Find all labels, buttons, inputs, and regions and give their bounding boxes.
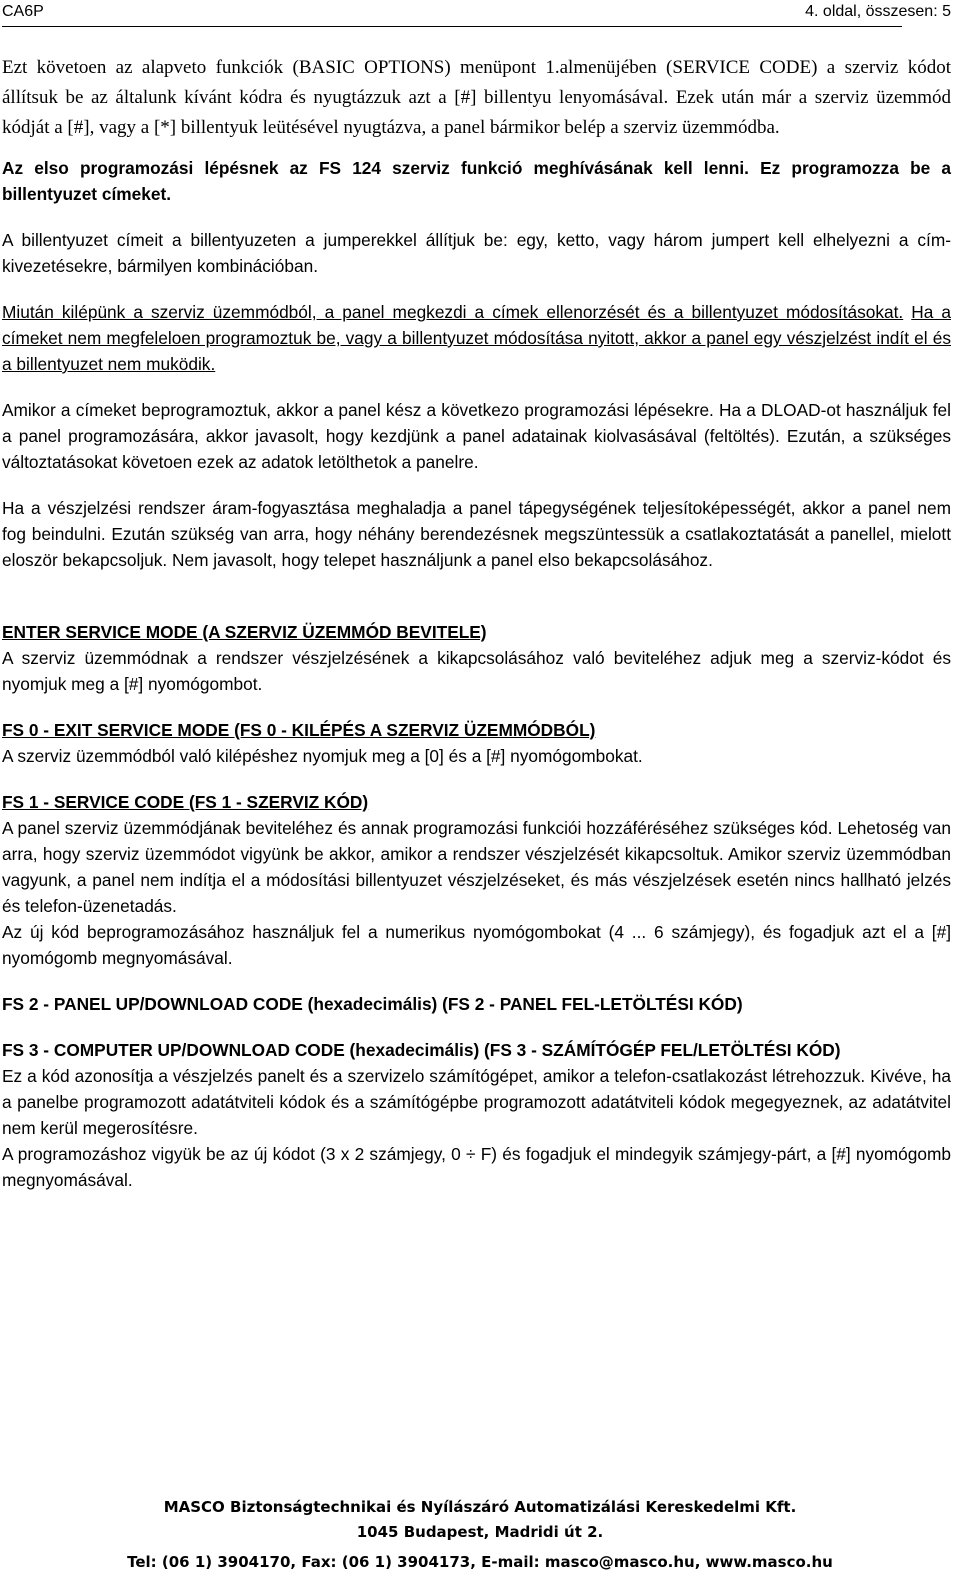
header-doc-code: CA6P	[2, 3, 44, 20]
addresses-paragraph: A billentyuzet címeit a billentyuzeten a jumperekkel állítjuk be: egy, ketto, vagy három jumpert kell elhelyezni a cím-kivezetésekre, bármilyen kombinációban.	[2, 230, 951, 276]
first-step-paragraph: Az elso programozási lépésnek az FS 124 szerviz funkció meghívásának kell lenni. Ez programozza be a billentyuzet címeket.	[2, 158, 951, 204]
section-heading: ENTER SERVICE MODE (A SZERVIZ ÜZEMMÓD BEVITELE)	[2, 622, 487, 642]
power-paragraph: Ha a vészjelzési rendszer áram-fogyasztása meghaladja a panel tápegységének teljesítoképességét, akkor a panel nem fog beindulni. Ezután szükség van arra, hogy néhány berendezésnek megszüntessük a csatlakoztatását a panellel, mielott eloször bekapcsoljuk. Nem javasolt, hogy telepet használjunk a panel elso bekapcsolásához.	[2, 498, 951, 570]
section-body-2: A programozáshoz vigyük be az új kódot (3 x 2 számjegy, 0 ÷ F) és fogadjuk el mindegyik számjegy-párt, a [#] nyomógomb megnyomásával.	[2, 1144, 951, 1190]
exit-paragraph	[2, 299, 951, 377]
section-body: Ez a kód azonosítja a vészjelzés panelt és a szervizelo számítógépet, amikor a telefon-csatlakozást létrehozzuk. Kivéve, ha a panelbe programozott adatátviteli kódok és a számítógépbe programozott adatátviteli kódok megegyeznek, az adatátvitel nem kerül megerosítésre.	[2, 1066, 951, 1138]
section-body: A panel szerviz üzemmódjának beviteléhez és annak programozási funkciói hozzáféréséhez szükséges kód. Lehetoség van arra, hogy szerviz üzemmódot vigyünk be akkor, amikor a rendszer vészjelzését kikapcsoltuk. Amikor szerviz üzemmódban vagyunk, a panel nem indítja el a módosítási billentyuzet vészjelzéseket, és más vészjelzések esetén nincs hallható jelzés és telefon-üzenetadás.	[2, 818, 951, 916]
exit-text-a: Miután kilépünk a szerviz üzemmódból, a panel megkezdi a címek ellenorzését és a billentyuzet módosításokat.	[2, 302, 904, 322]
section-body: A szerviz üzemmódnak a rendszer vészjelzésének a kikapcsolásához való beviteléhez adjuk meg a szerviz-kódot és nyomjuk meg a [#] nyomógombot.	[2, 648, 951, 694]
section-body: A szerviz üzemmódból való kilépéshez nyomjuk meg a [0] és a [#] nyomógombokat.	[2, 746, 643, 766]
footer-company: MASCO Biztonságtechnikai és Nyílászáró Automatizálási Kereskedelmi Kft.	[163, 1498, 797, 1516]
section-fs0	[2, 717, 951, 769]
header-page-number: 4. oldal, összesen: 5	[805, 3, 951, 20]
section-fs2	[2, 991, 951, 1017]
section-heading: FS 1 - SERVICE CODE (FS 1 - SZERVIZ KÓD)	[2, 792, 369, 812]
section-heading: FS 2 - PANEL UP/DOWNLOAD CODE (hexadecimális) (FS 2 - PANEL FEL-LETÖLTÉSI KÓD)	[2, 994, 743, 1014]
header-rule	[2, 26, 902, 27]
footer-address: 1045 Budapest, Madridi út 2.	[356, 1523, 604, 1541]
section-enter-service	[2, 619, 951, 697]
section-fs3	[2, 1037, 951, 1193]
page-header	[2, 0, 957, 24]
exit-text-b: Ha a címeket nem megfeleloen programoztuk be, vagy a billentyuzet módosítása nyitott, akkor a panel egy vészjelzést indít el és a billentyuzet nem muködik.	[2, 302, 951, 374]
section-heading: FS 3 - COMPUTER UP/DOWNLOAD CODE (hexadecimális) (FS 3 - SZÁMÍTÓGÉP FEL/LETÖLTÉSI KÓD)	[2, 1040, 841, 1060]
footer-contact: Tel: (06 1) 3904170, Fax: (06 1) 3904173, E-mail: masco@masco.hu, www.masco.hu	[127, 1553, 833, 1571]
dload-paragraph: Amikor a címeket beprogramoztuk, akkor a panel kész a következo programozási lépésekre. Ha a DLOAD-ot használjuk fel a panel programozására, akkor javasolt, hogy kezdjünk a panel adatainak kiolvasásával (feltöltés). Ezután, a szükséges változtatásokat követoen ezek az adatok letölthetok a panelre.	[2, 400, 951, 472]
section-body-2: Az új kód beprogramozásához használjuk fel a numerikus nyomógombokat (4 ... 6 számjegy), és fogadjuk azt el a [#] nyomógomb megnyomásával.	[2, 922, 951, 968]
section-fs1	[2, 789, 951, 971]
document-body	[2, 53, 951, 1193]
intro-paragraph: Ezt követoen az alapveto funkciók (BASIC OPTIONS) menüpont 1.almenüjében (SERVICE CODE) a szerviz kódot állítsuk be az általunk kívánt kódra és nyugtázzuk azt a [#] billentyu lenyomásával. Ezek után már a szerviz üzemmód kódját a [#], vagy a [*] billentyuk leütésével nyugtázva, a panel bármikor belép a szerviz üzemmódba.	[2, 57, 951, 138]
section-heading: FS 0 - EXIT SERVICE MODE (FS 0 - KILÉPÉS A SZERVIZ ÜZEMMÓDBÓL)	[2, 720, 596, 740]
